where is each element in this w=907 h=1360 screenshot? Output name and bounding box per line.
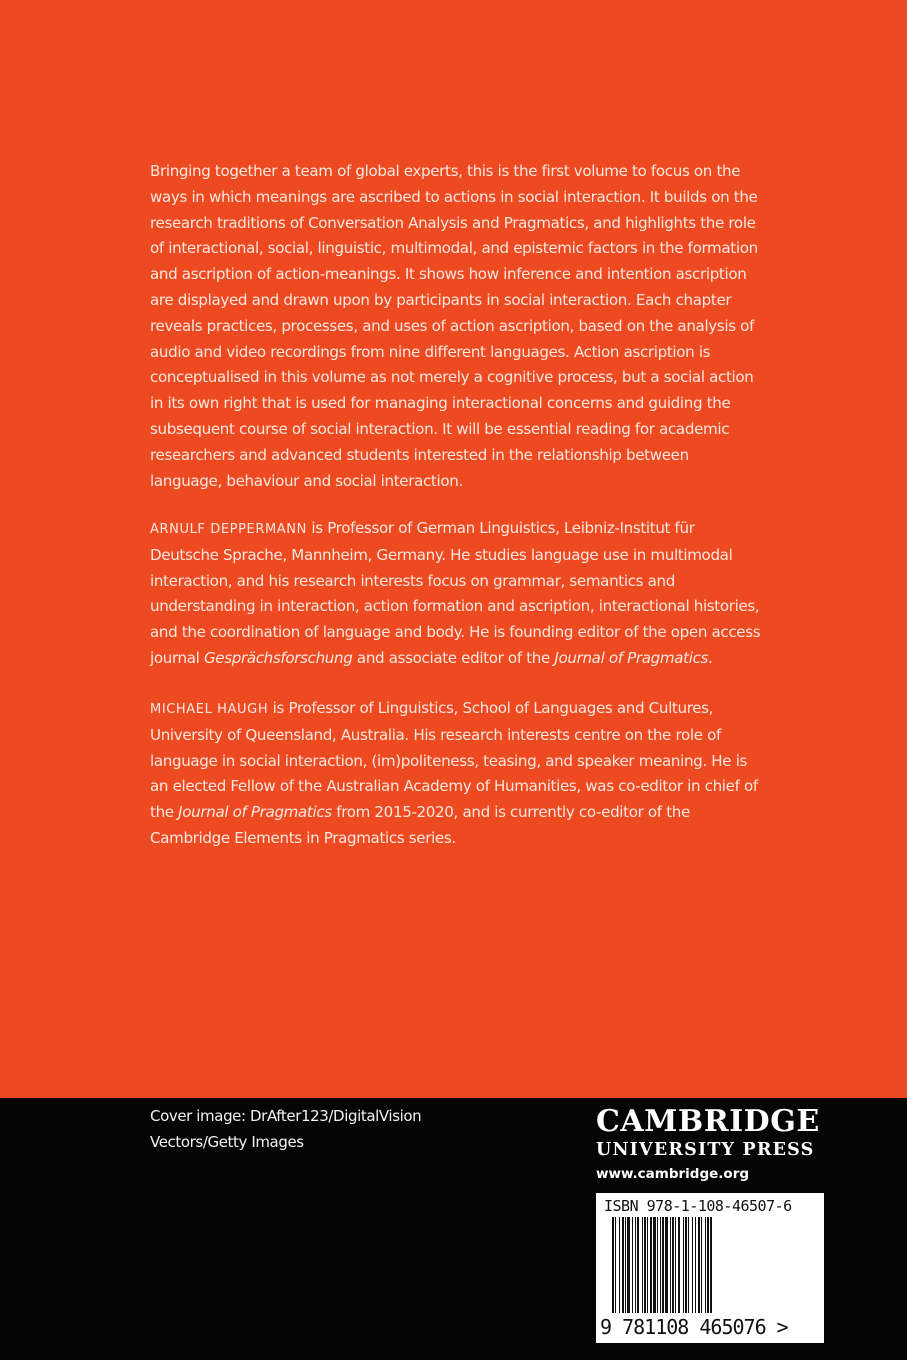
barcode-bar <box>637 1217 639 1313</box>
isbn-label: ISBN 978-1-108-46507-6 <box>604 1197 792 1215</box>
barcode-bar <box>622 1217 624 1313</box>
publisher-logo <box>596 1104 826 1186</box>
bio-text: . <box>708 648 713 667</box>
barcode-bar <box>653 1217 656 1313</box>
barcode-bar <box>672 1217 674 1313</box>
bio-text: from 2015-2020, and is currently co-editor of the Cambridge Elements in Pragmatics series. <box>150 803 690 847</box>
ean-number: 9 781108 465076 > <box>600 1315 788 1339</box>
barcode-bar <box>688 1217 689 1313</box>
barcode-bar <box>627 1217 630 1313</box>
barcode-bar <box>665 1217 668 1313</box>
journal-title: Journal of Pragmatics <box>554 648 709 667</box>
barcode-bars <box>596 1215 824 1315</box>
journal-title: Gesprächsforschung <box>203 648 353 667</box>
bio-text: is Professor of German Linguistics, Leibniz-Institut für Deutsche Sprache, Mannheim, Germany. He studies language use in multimodal interaction, and his research interests focus on grammar, semantics and understanding in interaction, action formation and ascription, interactional histories, and the coordination of language and body. He is founding editor of the open access journal <box>150 519 761 667</box>
book-description: Bringing together a team of global experts, this is the first volume to focus on the ways in which meanings are ascribed to actions in social interaction. It builds on the research traditions of Conversation Analysis and Pragmatics, and highlights the role of interactional, social, linguistic, multimodal, and epistemic factors in the formation and ascription of action-meanings. It shows how inference and intention ascription are displayed and drawn upon by participants in social interaction. Each chapter reveals practices, processes, and uses of action ascription, based on the analysis of audio and video recordings from nine different languages. Action ascription is conceptualised in this volume as not merely a cognitive process, but a social action in its own right that is used for managing interactional concerns and guiding the subsequent course of social interaction. It will be essential reading for academic researchers and advanced students interested in the relationship between language, behaviour and social interaction. <box>150 162 758 490</box>
barcode-bar <box>642 1217 643 1313</box>
barcode-bar <box>685 1217 687 1313</box>
author-name: ARNULF DEPPERMANN <box>150 522 307 537</box>
barcode <box>596 1193 824 1343</box>
author-name: MICHAEL HAUGH <box>150 702 269 717</box>
credit-line: Cover image: DrAfter123/DigitalVision <box>150 1107 422 1125</box>
barcode-bar <box>705 1217 706 1313</box>
barcode-bar <box>657 1217 658 1313</box>
barcode-bar <box>670 1217 671 1313</box>
barcode-bar <box>647 1217 648 1313</box>
barcode-bar <box>615 1217 616 1313</box>
barcode-bar <box>695 1217 696 1313</box>
barcode-bar <box>698 1217 700 1313</box>
credit-line: Vectors/Getty Images <box>150 1133 304 1151</box>
barcode-bar <box>678 1217 680 1313</box>
barcode-bar <box>644 1217 646 1313</box>
barcode-bar <box>662 1217 664 1313</box>
barcode-bar <box>683 1217 684 1313</box>
barcode-bar <box>619 1217 620 1313</box>
author-bio-deppermann <box>150 516 762 672</box>
barcode-bar <box>710 1217 712 1313</box>
bio-text: is Professor of Linguistics, School of Languages and Cultures, University of Queensland, Australia. His research interests centre on the role of language in social interaction, (im)politeness, teasing, and speaker meaning. He is an elected Fellow of the Australian Academy of Humanities, was co-editor in chief of the <box>150 699 758 822</box>
barcode-bar <box>660 1217 661 1313</box>
author-bio-haugh <box>150 696 762 852</box>
barcode-bar <box>701 1217 702 1313</box>
barcode-bar <box>650 1217 652 1313</box>
barcode-bar <box>692 1217 693 1313</box>
barcode-bar <box>707 1217 709 1313</box>
cover-image-credit <box>150 1103 480 1155</box>
publisher-name: CAMBRIDGE <box>596 1104 820 1139</box>
barcode-bar <box>625 1217 626 1313</box>
bio-text: and associate editor of the <box>352 648 555 667</box>
barcode-bar <box>632 1217 633 1313</box>
publisher-press: UNIVERSITY PRESS <box>596 1140 815 1160</box>
barcode-bar <box>635 1217 636 1313</box>
journal-title: Journal of Pragmatics <box>178 803 332 822</box>
publisher-url: www.cambridge.org <box>596 1166 750 1182</box>
barcode-bar <box>612 1217 614 1313</box>
barcode-bar <box>675 1217 676 1313</box>
